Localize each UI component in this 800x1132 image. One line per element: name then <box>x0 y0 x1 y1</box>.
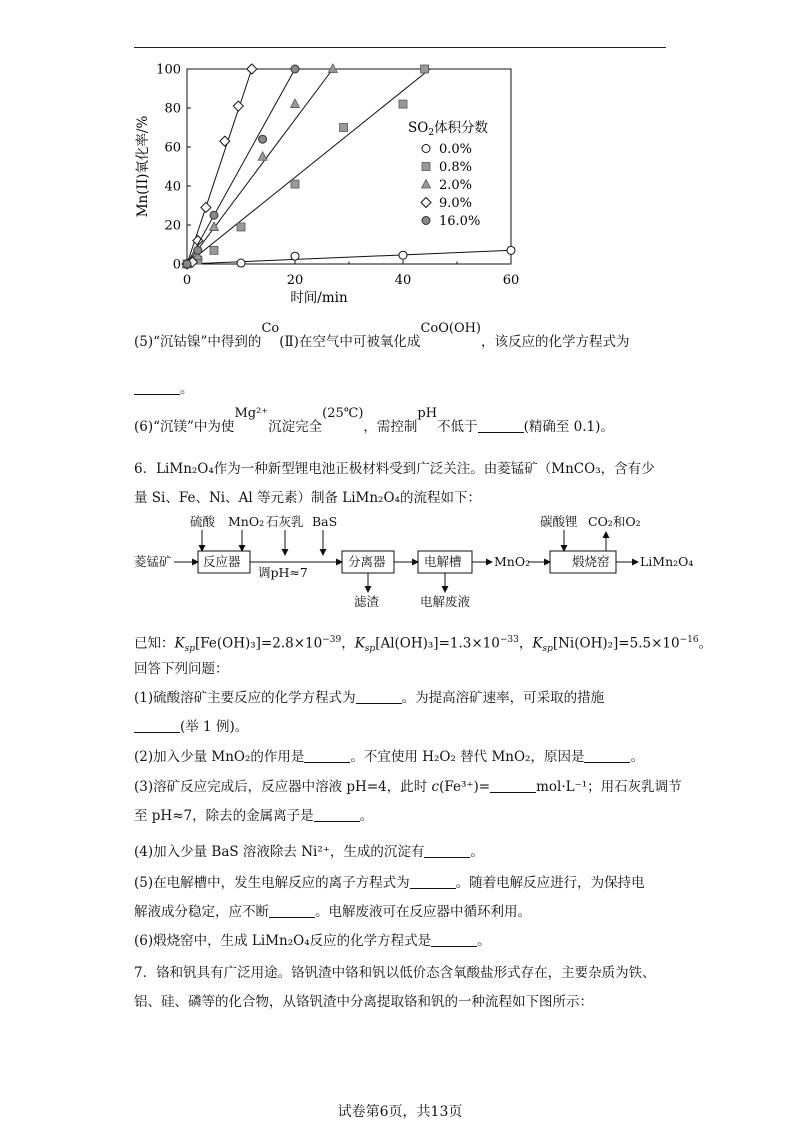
known-ni-sep: 。 <box>698 635 713 652</box>
q5-answer-blank[interactable] <box>134 380 180 395</box>
q5e-blank-1[interactable] <box>410 874 456 889</box>
p6-q5-line1 <box>134 874 645 892</box>
q5e-b: 。随着电解反应进行，为保持电 <box>455 875 645 891</box>
q6s-mid: 沉淀完全 <box>268 419 323 435</box>
q4-a: (4)加入少量 BaS 溶液除去 Ni²⁺，生成的沉淀有 <box>134 844 425 860</box>
flow-residue: 滤渣 <box>354 594 380 609</box>
flow-ph-label: 调pH≈7 <box>258 565 308 580</box>
series-line-4 <box>187 69 295 264</box>
plot-area <box>135 63 519 307</box>
flow-in-lime: 石灰乳 <box>266 514 304 529</box>
legend-label-1: 0.8% <box>439 160 473 175</box>
q3-blank-2[interactable] <box>314 807 360 822</box>
q3-a: (3)溶矿反应完成后，反应器中溶液 pH=4，此时 <box>134 779 432 795</box>
q5-answer-line <box>134 380 194 398</box>
y-tick-label: 60 <box>164 140 181 156</box>
p6-known <box>134 631 712 658</box>
data-point-series-3 <box>233 101 243 111</box>
y-tick-label: 20 <box>164 218 181 234</box>
q3-d: (Fe³⁺)= <box>439 779 491 795</box>
p6-intro-line2: 量 Si、Fe、Ni、Al 等元素）制备 LiMn₂O₄的流程如下： <box>134 490 481 506</box>
y-tick-label: 0 <box>172 257 181 273</box>
q1-b: 。为提高溶矿速率，可采取的措施 <box>401 690 605 706</box>
q1-blank-1[interactable] <box>356 689 402 704</box>
flow-in-bas: BaS <box>312 514 338 529</box>
known-fe-expr: [Fe(OH)₃]=2.8×10 <box>194 635 323 652</box>
flow-kiln-label: 煅烧窑 <box>572 554 610 569</box>
flow-li-carbonate: 碳酸锂 <box>540 514 578 529</box>
p7-line1: 7．铬和钒具有广泛用途。铬钒渣中铬和钒以低价态含氧酸盐形式存在，主要杂质为铁、 <box>134 965 656 981</box>
data-point-series-0 <box>291 252 299 260</box>
data-point-series-4 <box>291 65 299 73</box>
q3-e: mol·L⁻¹；用石灰乳调节 <box>536 779 682 795</box>
legend-marker-4 <box>422 217 430 225</box>
q6s-temp-label: (25℃) <box>322 406 364 421</box>
q6e-a: (6)煅烧窑中，生成 LiMn₂O₄反应的化学方程式是 <box>134 933 432 949</box>
q6e-b: 。 <box>477 933 491 949</box>
q5e-c: 解液成分稳定，应不断 <box>134 904 269 920</box>
legend-marker-3 <box>421 198 431 208</box>
q3-f: 至 pH≈7，除去的金属离子是 <box>134 808 314 824</box>
y-axis-label: Mn(II)氧化率/% <box>135 115 151 218</box>
flow-in-mno2: MnO₂ <box>228 514 265 529</box>
q4-b: 。 <box>470 844 484 860</box>
y-tick-label: 80 <box>164 101 181 117</box>
q3-blank-1[interactable] <box>490 778 536 793</box>
known-ksp-ni-sub: sp <box>542 644 553 655</box>
p6-q1-line1 <box>134 689 604 707</box>
page-footer: 试卷第6页，共13页 <box>337 1104 463 1120</box>
data-point-series-2 <box>328 64 337 73</box>
q6s-ph-label: pH <box>417 406 438 421</box>
y-tick-label: 40 <box>164 179 181 195</box>
data-point-series-1 <box>340 124 348 132</box>
q6s-prefix: (6)“沉镁”中为使 <box>134 419 235 435</box>
p6-q1-line2 <box>134 718 248 736</box>
q1-c: (举 1 例)。 <box>180 719 249 735</box>
data-point-series-2 <box>291 99 300 108</box>
q5-co-state: (Ⅱ)在空气中可被氧化成 <box>279 334 421 350</box>
known-al-exp: −33 <box>499 635 519 645</box>
series-line-1 <box>187 69 430 264</box>
data-point-series-1 <box>210 246 218 254</box>
x-tick-label: 0 <box>182 273 192 288</box>
legend-title-part: 体积分数 <box>434 120 489 136</box>
legend-marker-1 <box>422 163 430 171</box>
legend-title <box>408 119 489 138</box>
q5e-d: 。电解废液可在反应器中循环利用。 <box>315 904 531 920</box>
q6s-answer-blank[interactable] <box>478 418 524 433</box>
legend-title-sub: 2 <box>428 128 435 138</box>
q5e-a: (5)在电解槽中，发生电解反应的离子方程式为 <box>134 875 410 891</box>
q6e-blank[interactable] <box>431 932 477 947</box>
p6-q5-line2 <box>134 903 531 921</box>
p6-answer-prompt: 回答下列问题： <box>134 661 229 677</box>
q6s-end: (精确至 0.1)。 <box>523 419 614 435</box>
q2-a: (2)加入少量 MnO₂的作用是 <box>134 749 305 765</box>
legend-label-4: 16.0% <box>439 214 481 229</box>
p6-q2 <box>134 748 644 766</box>
p6-q4 <box>134 843 484 861</box>
data-point-series-3 <box>220 136 230 146</box>
q4-blank[interactable] <box>424 843 470 858</box>
q5-coooh-label: CoO(OH) <box>420 321 482 336</box>
flow-reactor-label: 反应器 <box>203 554 241 569</box>
known-al-expr: [Al(OH)₃]=1.3×10 <box>375 635 500 652</box>
data-point-series-1 <box>237 223 245 231</box>
q2-c: 。 <box>630 749 644 765</box>
legend-marker-0 <box>422 145 430 153</box>
flow-separator-label: 分离器 <box>348 554 386 569</box>
known-ni-expr: [Ni(OH)₂]=5.5×10 <box>552 635 680 652</box>
legend-label-2: 2.0% <box>439 178 473 193</box>
oxidation-rate-chart <box>120 50 540 315</box>
series-line-3 <box>187 69 252 264</box>
known-ni-exp: −16 <box>679 635 699 645</box>
header-rule <box>134 47 666 48</box>
known-fe-exp: −39 <box>322 635 342 645</box>
flow-start: 菱锰矿 <box>134 554 172 569</box>
known-al-sep: ， <box>518 635 533 652</box>
flow-waste: 电解废液 <box>420 594 471 609</box>
p6-q3-line2 <box>134 807 373 825</box>
q6s-mg-label: Mg²⁺ <box>234 406 269 421</box>
legend-marker-2 <box>422 180 431 189</box>
flow-in-acid: 硫酸 <box>190 514 216 529</box>
p7-line2: 铝、硅、磷等的化合物，从铬钒渣中分离提取铬和钒的一种流程如下图所示： <box>134 994 593 1010</box>
flow-gas-out: CO₂和O₂ <box>588 514 641 529</box>
q2-blank-1[interactable] <box>304 748 350 763</box>
data-point-series-1 <box>291 180 299 188</box>
data-point-series-1 <box>399 100 407 108</box>
y-tick-label: 100 <box>156 62 181 78</box>
data-point-series-0 <box>237 259 245 267</box>
data-point-series-3 <box>247 64 257 74</box>
q2-b: 。不宜使用 H₂O₂ 替代 MnO₂，原因是 <box>350 749 585 765</box>
p6-q3-line1 <box>134 778 682 796</box>
q5-end: 。 <box>180 381 194 397</box>
series-line-2 <box>187 69 333 264</box>
data-point-series-4 <box>259 135 267 143</box>
process-flow-diagram <box>130 510 710 610</box>
q5-previous <box>134 321 630 352</box>
data-point-series-2 <box>258 152 267 161</box>
q5e-blank-2[interactable] <box>269 903 315 918</box>
data-point-series-0 <box>507 246 515 254</box>
known-ksp-fe-k: K <box>174 635 185 652</box>
q6s-suffix: 不低于 <box>437 419 478 435</box>
known-ksp-ni-k: K <box>532 635 543 652</box>
known-prefix: 已知： <box>134 635 175 652</box>
legend-title-part: SO <box>408 120 429 136</box>
known-ksp-fe-sub: sp <box>184 644 195 655</box>
data-point-series-4 <box>210 211 218 219</box>
legend-label-3: 9.0% <box>439 196 473 211</box>
q6-previous <box>134 406 614 437</box>
p6-intro-line1: 6．LiMn₂O₄作为一种新型锂电池正极材料受到广泛关注。由菱锰矿（MnCO₃，含有少 <box>134 461 655 477</box>
legend-label-0: 0.0% <box>439 142 473 157</box>
q3-c: c <box>431 779 440 795</box>
x-tick-label: 20 <box>286 273 304 288</box>
q2-blank-2[interactable] <box>584 748 630 763</box>
q5-suffix: ，该反应的化学方程式为 <box>481 334 630 350</box>
flow-mno2-out: MnO₂ <box>494 554 531 569</box>
data-point-series-4 <box>194 246 202 254</box>
flow-product: LiMn₂O₄ <box>640 554 694 569</box>
flow-electrolyzer-label: 电解槽 <box>424 554 462 569</box>
p6-q6 <box>134 932 491 950</box>
x-tick-label: 40 <box>394 273 412 288</box>
known-fe-sep: ， <box>341 635 355 652</box>
known-ksp-al-sub: sp <box>364 644 376 655</box>
x-tick-label: 60 <box>502 273 520 288</box>
q1-blank-2[interactable] <box>134 718 180 733</box>
q6s-mid2: ，需控制 <box>363 419 418 435</box>
data-point-series-0 <box>399 251 407 259</box>
x-axis-label: 时间/min <box>290 290 348 306</box>
q3-g: 。 <box>359 808 374 824</box>
q5-prefix: (5)“沉钴镍”中得到的 <box>134 334 262 350</box>
q1-a: (1)硫酸溶矿主要反应的化学方程式为 <box>134 690 356 706</box>
data-point-series-3 <box>201 202 211 212</box>
data-point-series-1 <box>421 65 429 73</box>
q5-co-label: Co <box>261 321 280 336</box>
data-point-series-4 <box>183 260 191 268</box>
known-ksp-al-k: K <box>354 635 365 652</box>
